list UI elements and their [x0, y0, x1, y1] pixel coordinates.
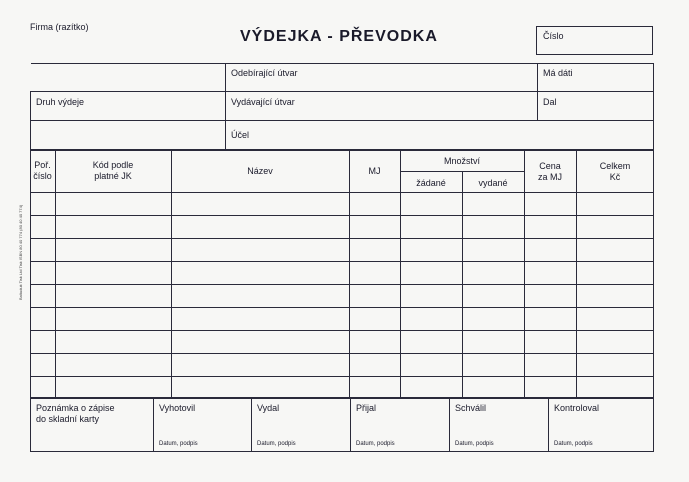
- datum-podpis-3: Datum, podpis: [356, 441, 395, 447]
- side-print-info: Baltuduk Tisk Ltd Tisk ISBN 80 40 774 (80 40 40 774): [18, 204, 23, 300]
- items-table: [30, 150, 654, 398]
- druh-label: Druh výdeje: [36, 97, 85, 107]
- odebirajici-label: Odebírající útvar: [231, 68, 298, 78]
- col-mnozstvi-header: Množství: [443, 156, 480, 166]
- cislo-box[interactable]: [536, 26, 653, 55]
- datum-podpis-2: Datum, podpis: [257, 441, 296, 447]
- col-zadane-header: žádané: [416, 178, 446, 188]
- schvalil-label: Schválil: [455, 403, 487, 413]
- datum-podpis-1: Datum, podpis: [159, 441, 198, 447]
- col-kod-header: Kód podle platné JK: [92, 160, 134, 181]
- cislo-label: Číslo: [543, 31, 564, 41]
- col-celkem-header: Celkem Kč: [599, 161, 631, 182]
- poznamka-label: Poznámka o zápise do skladní karty: [36, 403, 115, 424]
- vydal-label: Vydal: [257, 403, 280, 413]
- col-cena-header: Cena za MJ: [537, 161, 562, 182]
- prijal-label: Přijal: [356, 403, 377, 413]
- dal-label: Dal: [543, 97, 557, 107]
- col-mj-header: MJ: [368, 166, 381, 176]
- vydavajici-label: Vydávající útvar: [231, 97, 295, 107]
- ma-dati-label: Má dáti: [543, 68, 573, 78]
- datum-podpis-5: Datum, podpis: [554, 441, 593, 447]
- firma-label: Firma (razítko): [30, 22, 89, 32]
- kontroloval-label: Kontroloval: [554, 403, 600, 413]
- ucel-label: Účel: [231, 130, 250, 140]
- col-vydane-header: vydané: [478, 178, 508, 188]
- document-title: VÝDEJKA - PŘEVODKA: [240, 28, 438, 45]
- vyhotovil-label: Vyhotovil: [159, 403, 196, 413]
- datum-podpis-4: Datum, podpis: [455, 441, 494, 447]
- col-nazev-header: Název: [247, 166, 273, 176]
- col-por-header: Poř. číslo: [33, 160, 52, 181]
- divider: [30, 120, 654, 121]
